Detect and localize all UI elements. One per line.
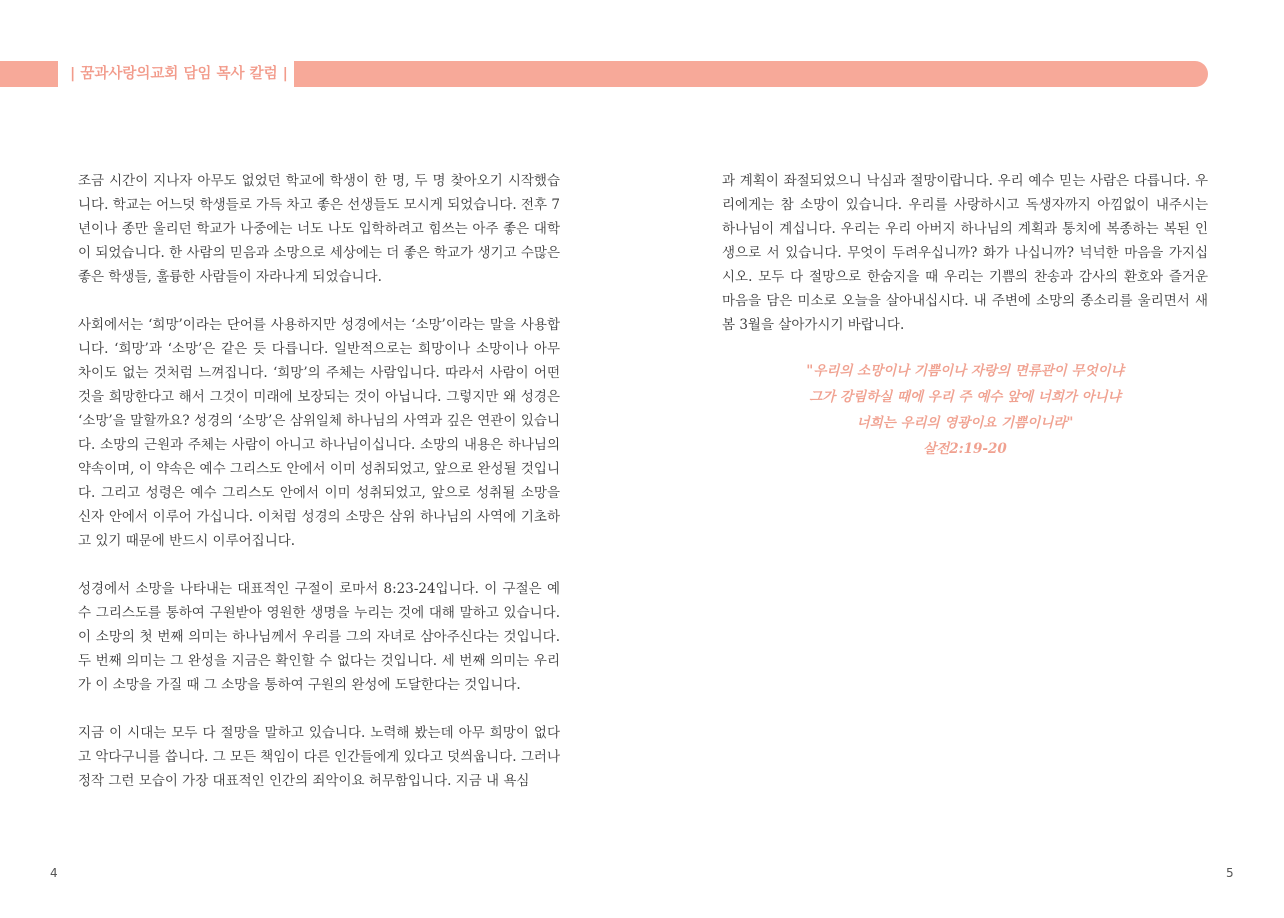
- quote-line: 너희는 우리의 영광이요 기쁨이니라": [856, 415, 1074, 431]
- quote-line: "우리의 소망이나 기쁨이나 자랑의 면류관이 무엇이냐: [806, 363, 1124, 379]
- paragraph: 성경에서 소망을 나타내는 대표적인 구절이 로마서 8:23-24입니다. 이 구절은 예수 그리스도를 통하여 구원받아 영원한 생명을 누리는 것에 대해 말하고 있습니다. 이 소망의 첫 번째 의미는 하나님께서 우리를 그의 자녀로 삼아주신다는 것입니다. 두 번째 의미는 그 완성을 지금은 확인할 수 없다는 것입니다. 세 번째 의미는 우리가 이 소망을 가질 때 그 소망을 통하여 구원의 완성에 도달한다는 것입니다.: [78, 581, 560, 693]
- quote-reference: 살전2:19-20: [923, 441, 1007, 457]
- paragraph: 사회에서는 ‘희망’이라는 단어를 사용하지만 성경에서는 ‘소망’이라는 말을 사용합니다. ‘희망’과 ‘소망’은 같은 듯 다릅니다. 일반적으로는 희망이나 소망이나 아무 차이도 없는 것처럼 느껴집니다. ‘희망’의 주체는 사람입니다. 따라서 사람이 어떤 것을 희망한다고 해서 그것이 미래에 보장되는 것이 아닙니다. 그렇지만 왜 성경은 ‘소망’을 말할까요? 성경의 ‘소망’은 삼위일체 하나님의 사역과 깊은 연관이 있습니다. 소망의 근원과 주체는 사람이 아니고 하나님이십니다. 소망의 내용은 하나님의 약속이며, 이 약속은 예수 그리스도 안에서 이미 성취되었고, 앞으로 완성될 것입니다. 그리고 성령은 예수 그리스도 안에서 이미 성취되었고, 앞으로 성취될 소망을 신자 안에서 이루어 가십니다. 이처럼 성경의 소망은 삼위 하나님의 사역에 기초하고 있기 때문에 반드시 이루어집니다.: [78, 317, 560, 549]
- right-column: [722, 169, 1208, 361]
- scripture-quote: [722, 358, 1208, 462]
- page-number-left: 4: [50, 866, 58, 880]
- paragraph: 조금 시간이 지나자 아무도 없었던 학교에 학생이 한 명, 두 명 찾아오기 시작했습니다. 학교는 어느덧 학생들로 가득 차고 좋은 선생들도 모시게 되었습니다. 전후 7년이나 종만 울리던 학교가 나중에는 너도 나도 입학하려고 힘쓰는 아주 좋은 대학이 되었습니다. 한 사람의 믿음과 소망으로 세상에는 더 좋은 학교가 생기고 수많은 좋은 학생들, 훌륭한 사람들이 자라나게 되었습니다.: [78, 173, 560, 285]
- paragraph: 지금 이 시대는 모두 다 절망을 말하고 있습니다. 노력해 봤는데 아무 희망이 없다고 악다구니를 씁니다. 그 모든 책임이 다른 인간들에게 있다고 덧씌웁니다. 그러나 정작 그런 모습이 가장 대표적인 인간의 죄악이요 허무함입니다. 지금 내 욕심: [78, 725, 560, 789]
- left-column: [78, 169, 560, 817]
- header-bar-right: [294, 61, 1208, 87]
- page-number-right: 5: [1226, 866, 1234, 880]
- quote-line: 그가 강림하실 때에 우리 주 예수 앞에 너희가 아니냐: [809, 389, 1121, 405]
- paragraph: 과 계획이 좌절되었으니 낙심과 절망이랍니다. 우리 예수 믿는 사람은 다릅니다. 우리에게는 참 소망이 있습니다. 우리를 사랑하시고 독생자까지 아낌없이 내주시는 하나님이 계십니다. 우리는 우리 아버지 하나님의 계획과 통치에 복종하는 복된 인생으로 서 있습니다. 무엇이 두려우십니까? 화가 나십니까? 넉넉한 마음을 가지십시오. 모두 다 절망으로 한숨지을 때 우리는 기쁨의 찬송과 감사의 환호와 즐거운 마음을 담은 미소로 오늘을 살아내십시다. 내 주변에 소망의 종소리를 울리면서 새봄 3월을 살아가시기 바랍니다.: [722, 173, 1208, 333]
- header-title: | 꿈과사랑의교회 담임 목사 칼럼 |: [70, 66, 288, 82]
- header-bar-left: [0, 61, 58, 87]
